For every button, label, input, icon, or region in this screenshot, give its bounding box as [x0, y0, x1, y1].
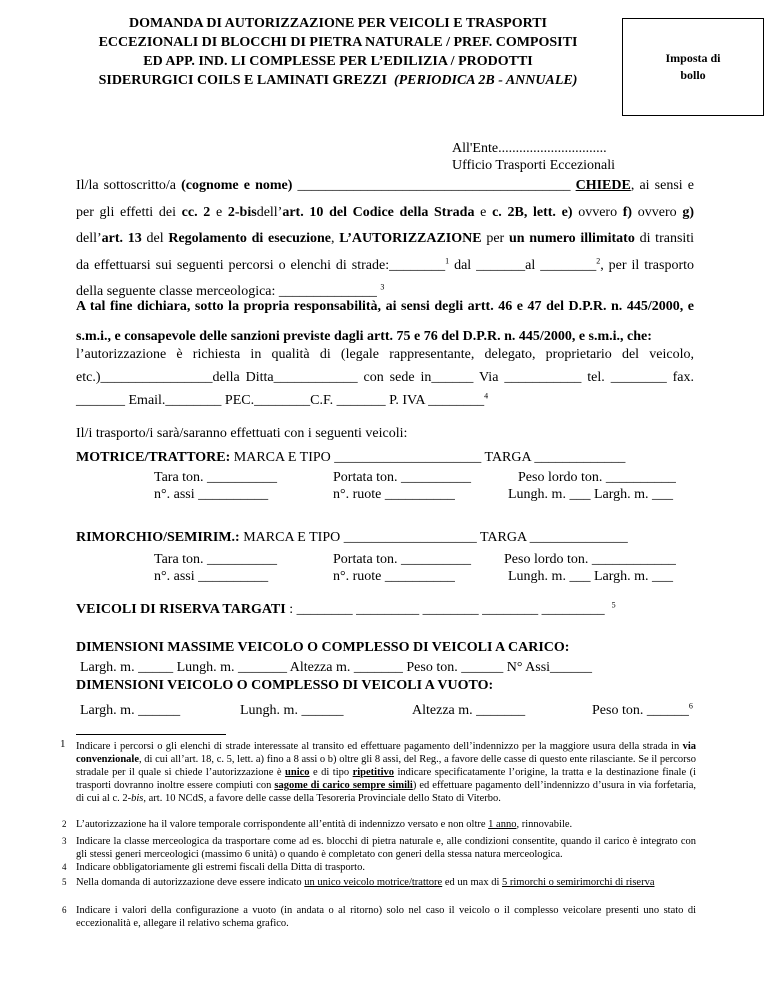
period-field[interactable]: dal _______al ________ — [454, 257, 597, 273]
footnote-number: 5 — [62, 877, 67, 887]
tractor-make-field[interactable]: MARCA E TIPO _____________________ TARGA _____________ — [233, 450, 626, 465]
trailer-dimensions-field[interactable]: Lungh. m. ___ Largh. m. ___ — [508, 569, 674, 584]
trailer-axles-field[interactable]: n°. assi __________ — [154, 569, 269, 584]
footnote-1 — [60, 738, 696, 805]
text: Nella domanda di autorizzazione deve essere indicato — [76, 877, 302, 888]
text: Regolamento di esecuzione — [168, 231, 331, 246]
text: via convenzionale — [76, 741, 696, 765]
applicant-qualification — [76, 343, 694, 412]
text: sagome di carico sempre simili — [274, 780, 413, 791]
tractor-wheels-field[interactable]: n°. ruote __________ — [333, 487, 455, 502]
text: per — [486, 231, 505, 246]
text: Indicare i percorsi o gli elenchi di strade interessate al transito ed effettuare pagamento dell’indennizzo per la maggiore usura della strada in — [76, 741, 680, 752]
text: ripetitivo — [352, 767, 395, 778]
empty-width-field[interactable]: Largh. m. ______ — [80, 703, 181, 718]
tractor-axles-field[interactable]: n°. assi __________ — [154, 487, 269, 502]
stamp-duty-label: bollo — [680, 68, 706, 82]
empty-weight-row — [592, 703, 693, 719]
text: 2-bis — [227, 204, 257, 220]
loaded-dimensions-title: DIMENSIONI MASSIME VEICOLO O COMPLESSO DI VEICOLI A CARICO: — [76, 640, 570, 655]
text: unico — [285, 767, 310, 778]
text: cc. 2 — [181, 204, 211, 220]
footnote-2 — [62, 818, 696, 831]
text: g) — [682, 204, 695, 220]
tractor-dimensions-field[interactable]: Lungh. m. ___ Largh. m. ___ — [508, 487, 674, 502]
footnote-ref: 2 — [596, 255, 601, 265]
footnote-number: 4 — [62, 862, 67, 872]
tractor-tare-field[interactable]: Tara ton. __________ — [154, 470, 278, 485]
trailer-wheels-field[interactable]: n°. ruote __________ — [333, 569, 455, 584]
text: ovvero — [578, 204, 618, 220]
text: Il/la sottoscritto/a — [76, 178, 176, 193]
trailer-gross-weight-field[interactable]: Peso lordo ton. ____________ — [504, 552, 676, 567]
text: c. 2B, lett. e) — [492, 204, 573, 220]
text: , — [330, 231, 335, 246]
qualification-fields[interactable]: l’autorizzazione è richiesta in qualità di (legale rappresentante, delegato, proprietario del veicolo, etc.)________________della Ditta____________ con sede in______ Via ___________ tel. ________ fax. _______ Email.________ PEC.________C.F. _______ P. IVA ________ — [76, 347, 694, 408]
text: , rinnovabile. — [516, 819, 573, 830]
footnote-ref: 6 — [688, 701, 693, 711]
text: ) ed effettuare pagamento dell’indennizzo d’usura in via forfetaria, di cui al c. 2- — [76, 780, 696, 804]
text: L’autorizzazione ha il valore temporale corrispondente all’entità di indennizzo versato e non oltre — [76, 819, 486, 830]
form-title — [58, 14, 618, 90]
text: art. 10 del Codice della Strada — [282, 204, 475, 220]
name-field[interactable]: _______________________________________ — [297, 178, 571, 193]
footnote-5 — [62, 876, 696, 889]
reserve-vehicles-label: VEICOLI DI RISERVA TARGATI — [76, 602, 286, 617]
recipient-address — [452, 140, 615, 174]
text: f) — [622, 204, 633, 220]
text: 5 rimorchi o semirimorchi di riserva — [501, 877, 655, 888]
empty-weight-field[interactable]: Peso ton. ______ — [592, 703, 689, 718]
stamp-duty-box — [622, 18, 764, 116]
tractor-row — [76, 450, 625, 466]
text: del — [146, 231, 164, 246]
footnote-ref: 5 — [611, 600, 616, 610]
goods-class-field[interactable]: , per il trasporto della seguente classe merceologica: ______________ — [76, 257, 695, 299]
title-line: SIDERURGICI COILS E LAMINATI GREZZI — [98, 73, 387, 88]
recipient-ente: All'Ente............................... — [452, 141, 607, 156]
trailer-capacity-field[interactable]: Portata ton. __________ — [333, 552, 472, 567]
tractor-label: MOTRICE/TRATTORE: — [76, 450, 231, 465]
text: Indicare la classe merceologica da trasportare come ad es. blocchi di pietra naturale e, alle condizioni consentite, quando il carico è integrato con gli stessi generi merceologici (massimo 6 unità) o quando è completato con generi della stessa natura merceologica. — [76, 836, 696, 860]
trailer-tare-field[interactable]: Tara ton. __________ — [154, 552, 278, 567]
text: dell’ — [256, 204, 283, 220]
vehicles-intro: Il/i trasporto/i sarà/saranno effettuati con i seguenti veicoli: — [76, 426, 408, 441]
text: 1 anno — [488, 819, 517, 830]
text: Indicare i valori della configurazione a vuoto (in andata o al ritorno) solo nel caso il veicolo o il complesso veicolare presenti uno stato di eccezionalità e, allegare il relativo schema grafico. — [76, 905, 696, 929]
routes-field[interactable]: di transiti da effettuarsi sui seguenti percorsi o elenchi di strade:________ — [76, 231, 695, 273]
text: e — [215, 204, 223, 220]
footnote-4 — [62, 861, 696, 874]
text: ovvero — [637, 204, 677, 220]
title-period: (PERIODICA 2B - ANNUALE) — [393, 73, 578, 88]
trailer-make-field[interactable]: MARCA E TIPO ___________________ TARGA ______________ — [243, 530, 628, 545]
recipient-office: Ufficio Trasporti Eccezionali — [452, 158, 616, 173]
text: L’AUTORIZZAZIONE — [339, 231, 482, 246]
footnote-number: 1 — [60, 738, 66, 750]
text: e di tipo — [313, 767, 350, 778]
text: bis — [131, 793, 144, 804]
text: dell’ — [76, 231, 102, 246]
footnote-ref: 4 — [484, 391, 489, 401]
footnote-number: 3 — [62, 836, 67, 846]
text: ed un max di — [444, 877, 500, 888]
text: , di cui all’art. 18, c. 5, lett. a) fino a 8 assi o b) oltre gli 8 assi, del Reg., a favore delle casse di questo ente rilasciante. Se il percorso stradale per il quale si chiede l’autorizzazione è — [76, 754, 696, 778]
text: Indicare obbligatoriamente gli estremi fiscali della Ditta di trasporto. — [76, 862, 365, 873]
tractor-gross-weight-field[interactable]: Peso lordo ton. __________ — [518, 470, 676, 485]
footnote-ref: 3 — [380, 282, 385, 292]
text: CHIEDE — [575, 178, 631, 193]
footnote-number: 6 — [62, 905, 67, 915]
title-line: DOMANDA DI AUTORIZZAZIONE PER VEICOLI E TRASPORTI — [128, 16, 548, 31]
trailer-row — [76, 530, 628, 546]
text: (cognome e nome) — [181, 178, 293, 193]
text: indicare specificatamente l’origine, la tratta e la destinazione finale (i trasporti dovranno inoltre essere compiuti con — [76, 767, 696, 791]
empty-height-field[interactable]: Altezza m. _______ — [412, 703, 526, 718]
footnote-6 — [62, 904, 696, 930]
tractor-capacity-field[interactable]: Portata ton. __________ — [333, 470, 472, 485]
text: , ai sensi e per gli effetti dei — [76, 178, 694, 220]
declaration: A tal fine dichiara, sotto la propria responsabilità, ai sensi degli artt. 46 e 47 del D.P.R. n. 445/2000, e s.m.i., e consapevole delle sanzioni previste dagli artt. 75 e 76 del D.P.R. n. 445/2000, e s.m.i., che: — [76, 299, 694, 344]
footnote-ref: 1 — [445, 255, 450, 265]
empty-length-field[interactable]: Lungh. m. ______ — [240, 703, 344, 718]
title-line: ECCEZIONALI DI BLOCCHI DI PIETRA NATURALE / PREF. COMPOSITI — [98, 35, 578, 50]
reserve-plates-field[interactable]: : ________ _________ ________ ________ _________ — [289, 602, 605, 617]
trailer-label: RIMORCHIO/SEMIRIM.: — [76, 530, 240, 545]
stamp-duty-label: Imposta di — [665, 51, 721, 65]
request-paragraph — [76, 173, 694, 306]
empty-dimensions-title: DIMENSIONI VEICOLO O COMPLESSO DI VEICOLI A VUOTO: — [76, 678, 494, 693]
footnote-3 — [62, 835, 696, 861]
reserve-vehicles-row — [76, 602, 616, 618]
text: un unico veicolo motrice/trattore — [304, 877, 443, 888]
text: un numero illimitato — [508, 231, 635, 246]
text: e — [480, 204, 487, 220]
text: , art. 10 NCdS, a favore delle casse della Tesoreria Provinciale dello Stato di Viterbo. — [143, 793, 501, 804]
loaded-dimensions-fields[interactable]: Largh. m. _____ Lungh. m. _______ Altezza m. _______ Peso ton. ______ N° Assi______ — [80, 660, 593, 675]
footnote-number: 2 — [62, 819, 67, 829]
title-line: ED APP. IND. LI COMPLESSE PER L’EDILIZIA / PRODOTTI — [143, 54, 533, 69]
footnote-separator — [76, 734, 226, 735]
text: art. 13 — [101, 231, 142, 246]
